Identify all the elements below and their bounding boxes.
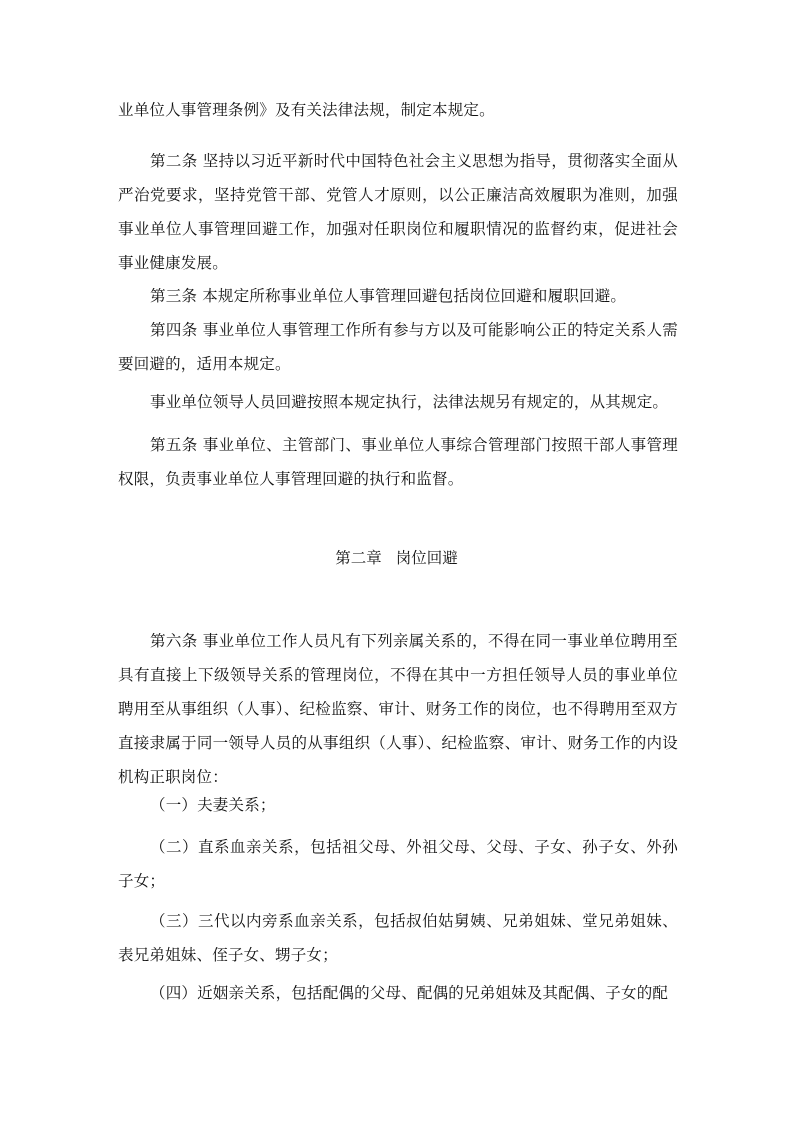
- list-item-lineal: （二）直系血亲关系，包括祖父母、外祖父母、父母、子女、孙子女、外孙子女；: [118, 838, 678, 890]
- paragraph-article-5: 第五条 事业单位、主管部门、事业单位人事综合管理部门按照干部人事管理权限，负责事业单位人事管理回避的执行和监督。: [118, 436, 678, 488]
- paragraph-article-3: 第三条 本规定所称事业单位人事管理回避包括岗位回避和履职回避。: [150, 287, 627, 305]
- paragraph-continuation: 业单位人事管理条例》及有关法律法规，制定本规定。: [118, 101, 495, 119]
- list-item-spouse: （一）夫妻关系；: [150, 796, 276, 814]
- list-item-affinity: （四）近姻亲关系，包括配偶的父母、配偶的兄弟姐妹及其配偶、子女的配: [150, 984, 669, 1002]
- paragraph-article-2: 第二条 坚持以习近平新时代中国特色社会主义思想为指导，贯彻落实全面从严治党要求，坚持党管干部、党管人才原则，以公正廉洁高效履职为准则，加强事业单位人事管理回避工作，加强对任职岗位和履职情况的监督约束，促进社会事业健康发展。: [118, 152, 678, 272]
- chapter-heading: [0, 541, 793, 575]
- paragraph-article-6: 第六条 事业单位工作人员凡有下列亲属关系的，不得在同一事业单位聘用至具有直接上下级领导关系的管理岗位，不得在其中一方担任领导人员的事业单位聘用至从事组织（人事）、纪检监察、审计、财务工作的岗位，也不得聘用至双方直接隶属于同一领导人员的从事组织（人事）、纪检监察、审计、财务工作的内设机构正职岗位：: [118, 632, 678, 786]
- chapter-title: 岗位回避: [395, 549, 458, 567]
- list-item-collateral: （三）三代以内旁系血亲关系，包括叔伯姑舅姨、兄弟姐妹、堂兄弟姐妹、表兄弟姐妹、侄子女、甥子女；: [118, 912, 678, 964]
- paragraph-article-4-leaders: 事业单位领导人员回避按照本规定执行，法律法规另有规定的，从其规定。: [150, 393, 669, 411]
- paragraph-article-4: 第四条 事业单位人事管理工作所有参与方以及可能影响公正的特定关系人需要回避的，适用本规定。: [118, 321, 678, 373]
- chapter-number: 第二章: [335, 549, 382, 567]
